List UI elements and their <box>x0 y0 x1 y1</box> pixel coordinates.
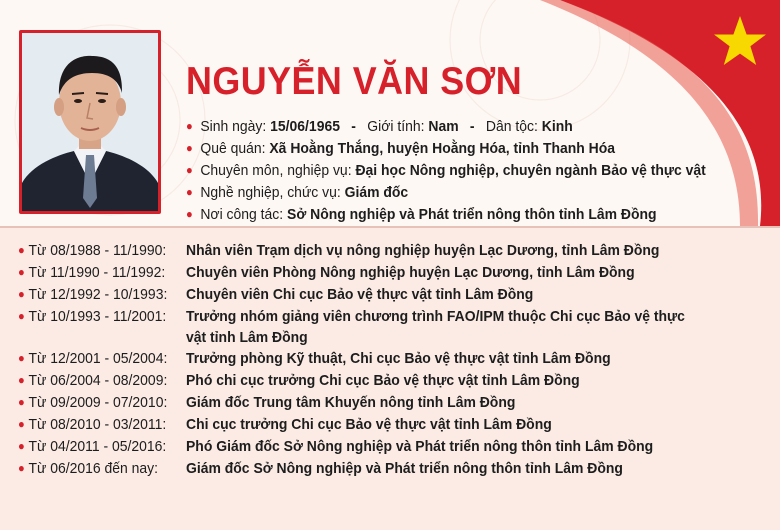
career-role: Chi cục trưởng Chi cục Bảo vệ thực vật tỉnh Lâm Đồng <box>186 416 552 433</box>
expertise-label: Chuyên môn, nghiệp vụ: <box>200 162 352 179</box>
career-period <box>18 414 174 436</box>
ethnic-label: Dân tộc: <box>485 118 538 135</box>
gender-value: Nam <box>428 118 459 135</box>
career-item <box>18 306 758 348</box>
bullet-icon: ● <box>186 141 193 155</box>
career-item <box>18 370 758 392</box>
career-period-text: Từ 09/2009 - 07/2010: <box>28 394 168 411</box>
workplace-label: Nơi công tác: <box>200 206 284 223</box>
bullet-icon: ● <box>18 309 25 323</box>
bullet-icon: ● <box>18 351 25 365</box>
career-period <box>18 348 174 370</box>
personal-info <box>186 116 746 226</box>
bullet-icon: ● <box>18 287 25 301</box>
career-period <box>18 436 174 458</box>
birth-value: 15/06/1965 <box>270 118 340 135</box>
bullet-icon: ● <box>18 243 25 257</box>
bullet-icon: ● <box>18 395 25 409</box>
career-period <box>18 458 174 480</box>
career-role: Giám đốc Sở Nông nghiệp và Phát triển nông thôn tỉnh Lâm Đồng <box>186 460 623 477</box>
workplace-value: Sở Nông nghiệp và Phát triển nông thôn tỉnh Lâm Đồng <box>287 206 657 223</box>
gender-label: Giới tính: <box>367 118 425 135</box>
hometown-value: Xã Hoằng Thắng, huyện Hoằng Hóa, tỉnh Thanh Hóa <box>269 140 616 157</box>
job-value: Giám đốc <box>344 184 409 201</box>
job-row <box>186 182 707 204</box>
career-role: Chuyên viên Chi cục Bảo vệ thực vật tỉnh Lâm Đồng <box>186 286 534 303</box>
career-period-text: Từ 11/1990 - 11/1992: <box>28 264 166 281</box>
career-period <box>18 370 174 392</box>
career-role: Phó chi cục trưởng Chi cục Bảo vệ thực vật tỉnh Lâm Đồng <box>186 372 580 389</box>
career-period <box>18 284 174 306</box>
bullet-icon: ● <box>186 185 193 199</box>
separator: - <box>469 118 475 135</box>
career-role: Phó Giám đốc Sở Nông nghiệp và Phát triển nông thôn tỉnh Lâm Đồng <box>186 438 654 455</box>
career-item <box>18 262 758 284</box>
career-period-text: Từ 10/1993 - 11/2001: <box>28 308 167 325</box>
career-period-text: Từ 08/1988 - 11/1990: <box>28 242 167 259</box>
star-icon <box>712 14 768 70</box>
portrait-photo <box>19 30 161 214</box>
career-period <box>18 306 174 348</box>
bullet-icon: ● <box>18 461 25 475</box>
career-item <box>18 414 758 436</box>
career-period-text: Từ 08/2010 - 03/2011: <box>28 416 167 433</box>
birth-label: Sinh ngày: <box>200 118 267 135</box>
workplace-row <box>186 204 707 226</box>
career-role: Chuyên viên Phòng Nông nghiệp huyện Lạc Dương, tỉnh Lâm Đồng <box>186 264 635 281</box>
bullet-icon: ● <box>18 439 25 453</box>
bullet-icon: ● <box>186 207 193 221</box>
career-period <box>18 262 174 284</box>
separator: - <box>351 118 356 135</box>
ethnic-value: Kinh <box>541 118 573 135</box>
expertise-row <box>186 160 707 182</box>
career-item <box>18 284 758 306</box>
hometown-row <box>186 138 707 160</box>
career-period-text: Từ 06/2016 đến nay: <box>28 460 159 477</box>
career-item <box>18 348 758 370</box>
expertise-value: Đại học Nông nghiệp, chuyên ngành Bảo vệ thực vật <box>355 162 706 179</box>
portrait-image <box>22 33 158 211</box>
career-item <box>18 458 758 480</box>
job-label: Nghề nghiệp, chức vụ: <box>200 184 341 201</box>
bullet-icon: ● <box>186 163 193 177</box>
birth-row <box>186 116 707 138</box>
career-timeline <box>18 240 758 480</box>
career-period-text: Từ 04/2011 - 05/2016: <box>28 438 167 455</box>
hometown-label: Quê quán: <box>200 140 266 157</box>
career-period <box>18 392 174 414</box>
bullet-icon: ● <box>18 373 25 387</box>
career-role: Trưởng nhóm giảng viên chương trình FAO/IPM thuộc Chi cục Bảo vệ thực vật tỉnh Lâm Đồng <box>186 308 685 346</box>
divider <box>0 226 780 228</box>
career-role: Trưởng phòng Kỹ thuật, Chi cục Bảo vệ thực vật tỉnh Lâm Đồng <box>186 350 611 367</box>
person-name: NGUYỄN VĂN SƠN <box>186 60 523 103</box>
bullet-icon: ● <box>18 417 25 431</box>
career-item <box>18 392 758 414</box>
career-period-text: Từ 06/2004 - 08/2009: <box>28 372 168 389</box>
career-period-text: Từ 12/1992 - 10/1993: <box>28 286 168 303</box>
career-item <box>18 240 758 262</box>
career-period <box>18 240 174 262</box>
career-period-text: Từ 12/2001 - 05/2004: <box>28 350 168 367</box>
career-item <box>18 436 758 458</box>
career-role: Giám đốc Trung tâm Khuyến nông tỉnh Lâm Đồng <box>186 394 516 411</box>
bullet-icon: ● <box>18 265 25 279</box>
bullet-icon: ● <box>186 119 193 133</box>
career-role: Nhân viên Trạm dịch vụ nông nghiệp huyện Lạc Dương, tỉnh Lâm Đồng <box>186 242 660 259</box>
